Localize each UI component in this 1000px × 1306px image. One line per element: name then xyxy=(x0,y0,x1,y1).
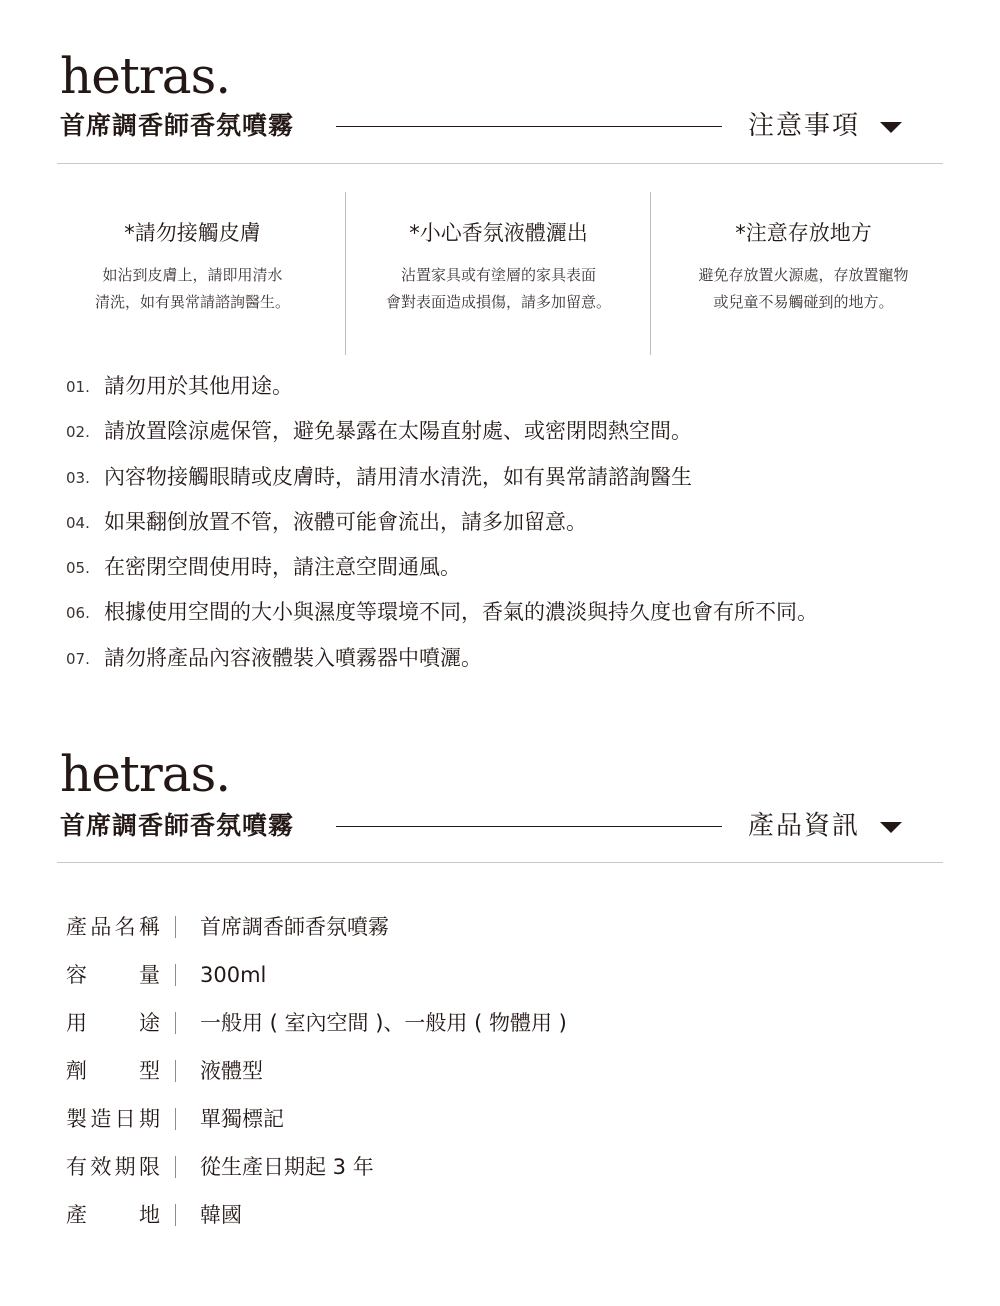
info-value: 液體型 xyxy=(200,1059,263,1083)
separator xyxy=(175,1012,176,1034)
list-item xyxy=(66,413,946,458)
info-section xyxy=(0,700,1000,1306)
note-number: 02. xyxy=(66,423,90,442)
caution-storage xyxy=(650,192,956,355)
table-row xyxy=(66,905,946,953)
caution-spill xyxy=(345,192,651,355)
caution-line: 或兒童不易觸碰到的地方。 xyxy=(713,293,894,311)
brand-logo: hetras. xyxy=(60,47,231,105)
section-title: 注意事項 xyxy=(748,111,861,141)
info-value: 300ml xyxy=(200,963,267,987)
info-label: 產地 xyxy=(66,1203,160,1227)
list-item xyxy=(66,549,946,594)
separator xyxy=(175,964,176,986)
separator xyxy=(175,1156,176,1178)
caret-down-icon xyxy=(880,822,902,833)
caution-text xyxy=(40,262,345,316)
caret-down-icon xyxy=(880,122,902,133)
info-label: 產品名稱 xyxy=(66,915,160,939)
caution-line: 清洗，如有異常請諮詢醫生。 xyxy=(94,293,290,311)
caution-line: 會對表面造成損傷，請多加留意。 xyxy=(385,293,611,311)
separator xyxy=(175,1204,176,1226)
info-label: 用途 xyxy=(66,1011,160,1035)
note-text: 內容物接觸眼睛或皮膚時，請用清水清洗，如有異常請諮詢醫生 xyxy=(104,464,692,489)
caution-text xyxy=(651,262,956,316)
product-info-table xyxy=(66,905,946,1241)
separator xyxy=(175,916,176,938)
note-text: 請勿用於其他用途。 xyxy=(104,374,293,398)
info-value: 從生產日期起 3 年 xyxy=(200,1155,374,1179)
brand-logo: hetras. xyxy=(60,745,231,803)
list-item xyxy=(66,504,946,549)
table-row xyxy=(66,1145,946,1193)
caution-title: *小心香氛液體灑出 xyxy=(409,221,588,245)
info-value: 單獨標記 xyxy=(200,1107,284,1131)
note-number: 04. xyxy=(66,513,90,532)
notes-list xyxy=(66,368,946,685)
caution-skin xyxy=(40,192,345,355)
info-value: 首席調香師香氛噴霧 xyxy=(200,915,389,939)
header-rule xyxy=(336,126,722,127)
section-divider xyxy=(57,163,943,164)
table-row xyxy=(66,1193,946,1241)
separator xyxy=(175,1060,176,1082)
note-number: 03. xyxy=(66,468,90,487)
note-number: 05. xyxy=(66,559,90,578)
note-number: 01. xyxy=(66,378,90,396)
section-title: 產品資訊 xyxy=(748,811,861,841)
caution-columns xyxy=(40,192,955,355)
table-row xyxy=(66,953,946,1001)
info-label: 製造日期 xyxy=(66,1107,160,1131)
info-value: 韓國 xyxy=(200,1203,242,1227)
info-label: 有效期限 xyxy=(66,1155,160,1179)
section-header xyxy=(60,106,940,146)
list-item xyxy=(66,368,946,413)
caution-line: 避免存放置火源處，存放置寵物 xyxy=(698,266,909,284)
caution-title: *注意存放地方 xyxy=(735,221,872,245)
section-header xyxy=(60,806,940,846)
caution-line: 如沾到皮膚上，請即用清水 xyxy=(102,266,283,284)
caution-text xyxy=(346,262,651,316)
note-text: 在密閉空間使用時，請注意空間通風。 xyxy=(104,555,461,580)
info-label: 劑型 xyxy=(66,1059,160,1083)
note-number: 07. xyxy=(66,649,90,668)
note-number: 06. xyxy=(66,604,90,623)
list-item xyxy=(66,640,946,685)
list-item xyxy=(66,594,946,639)
info-label: 容量 xyxy=(66,963,160,987)
header-rule xyxy=(336,826,722,827)
table-row xyxy=(66,1097,946,1145)
note-text: 如果翻倒放置不管，液體可能會流出，請多加留意。 xyxy=(104,509,587,534)
separator xyxy=(175,1108,176,1130)
section-divider xyxy=(57,862,943,863)
note-text: 請放置陰涼處保管，避免暴露在太陽直射處、或密閉悶熱空間。 xyxy=(104,419,692,444)
product-title: 首席調香師香氛噴霧 xyxy=(60,111,295,140)
info-value: 一般用 ( 室內空間 )、一般用 ( 物體用 ) xyxy=(200,1011,567,1035)
table-row xyxy=(66,1001,946,1049)
caution-title: *請勿接觸皮膚 xyxy=(124,221,261,245)
product-title: 首席調香師香氛噴霧 xyxy=(60,811,295,840)
caution-line: 沾置家具或有塗層的家具表面 xyxy=(400,266,596,284)
list-item xyxy=(66,459,946,504)
note-text: 根據使用空間的大小與濕度等環境不同，香氣的濃淡與持久度也會有所不同。 xyxy=(104,600,818,625)
table-row xyxy=(66,1049,946,1097)
note-text: 請勿將產品內容液體裝入噴霧器中噴灑。 xyxy=(104,645,482,670)
